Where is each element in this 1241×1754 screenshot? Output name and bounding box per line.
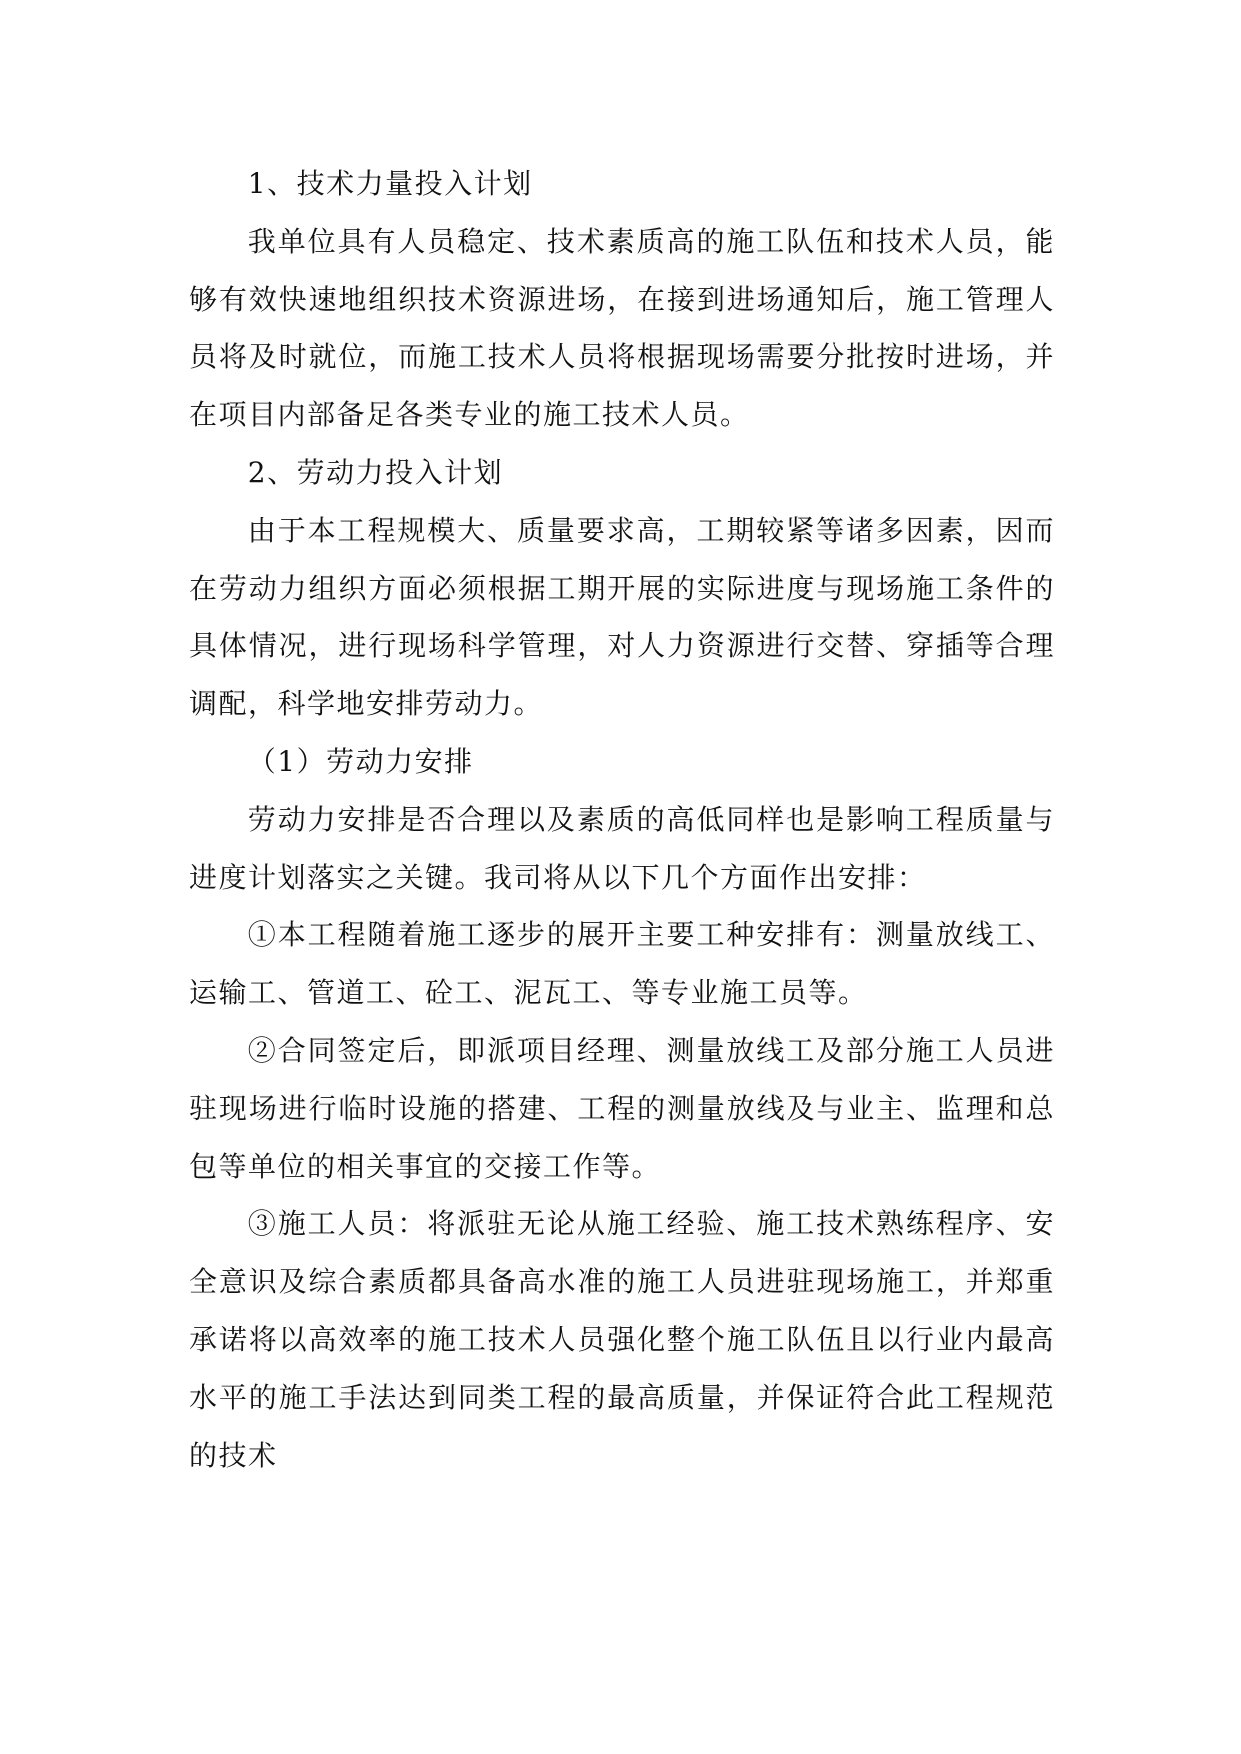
paragraph-labor-arrangement: 劳动力安排是否合理以及素质的高低同样也是影响工程质量与进度计划落实之关键。我司将从以下几个方面作出安排： <box>189 802 1055 894</box>
paragraph-labor-organization: 由于本工程规模大、质量要求高，工期较紧等诸多因素，因而在劳动力组织方面必须根据工期开展的实际进度与现场施工条件的具体情况，进行现场科学管理，对人力资源进行交替、穿插等合理调配，科学地安排劳动力。 <box>189 513 1055 721</box>
paragraph-technical-staff: 我单位具有人员稳定、技术素质高的施工队伍和技术人员，能够有效快速地组织技术资源进场，在接到进场通知后，施工管理人员将及时就位，而施工技术人员将根据现场需要分批按时进场，并在项目内部备足各类专业的施工技术人员。 <box>189 224 1055 432</box>
heading-labor-force-plan: 2、劳动力投入计划 <box>247 455 504 489</box>
list-item-3-construction-staff: ③施工人员：将派驻无论从施工经验、施工技术熟练程序、安全意识及综合素质都具备高水准的施工人员进驻现场施工，并郑重承诺将以高效率的施工技术人员强化整个施工队伍且以行业内最高水平的施工手法达到同类工程的最高质量，并保证符合此工程规范的技术 <box>189 1207 1055 1472</box>
list-item-2-after-contract: ②合同签定后，即派项目经理、测量放线工及部分施工人员进驻现场进行临时设施的搭建、工程的测量放线及与业主、监理和总包等单位的相关事宜的交接工作等。 <box>189 1033 1055 1183</box>
document-body <box>189 155 1055 1484</box>
subheading-labor-arrangement: （1）劳动力安排 <box>247 744 474 778</box>
heading-technical-force-plan: 1、技术力量投入计划 <box>247 167 533 200</box>
list-item-1-trades: ①本工程随着施工逐步的展开主要工种安排有：测量放线工、运输工、管道工、砼工、泥瓦工、等专业施工员等。 <box>189 918 1055 1010</box>
